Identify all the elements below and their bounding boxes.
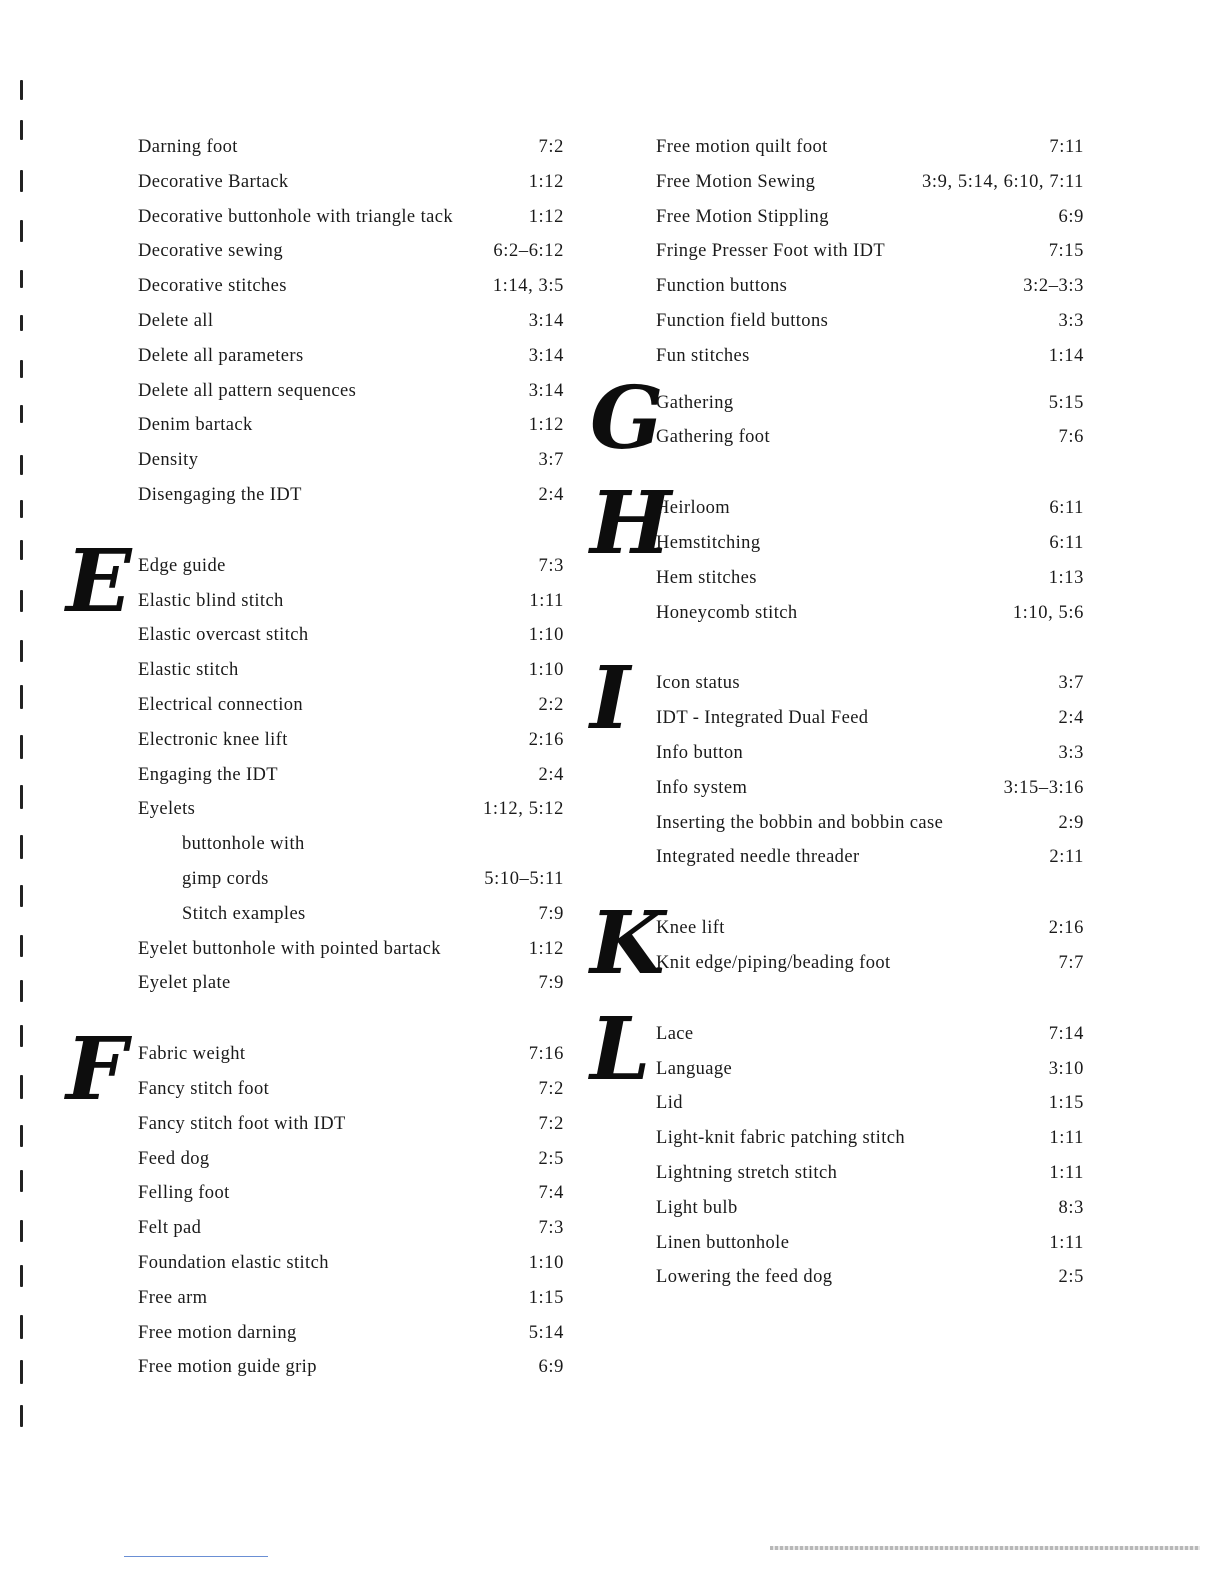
index-term: Light-knit fabric patching stitch	[656, 1128, 906, 1149]
index-term: Honeycomb stitch	[656, 602, 798, 623]
index-entry	[656, 200, 1084, 235]
index-page-ref: 7:7	[1058, 952, 1084, 973]
index-entry	[138, 1107, 564, 1142]
index-page-ref: 7:9	[538, 903, 564, 924]
index-term: buttonhole with	[182, 834, 305, 855]
index-term: Language	[656, 1058, 733, 1079]
binding-mark	[20, 405, 23, 423]
binding-mark	[20, 455, 23, 475]
index-page-ref: 2:16	[1048, 918, 1084, 939]
binding-mark	[20, 685, 23, 709]
index-entry	[656, 806, 1084, 841]
index-page-ref: 7:9	[538, 973, 564, 994]
index-page-ref: 6:9	[1058, 206, 1084, 227]
index-term: Free motion guide grip	[138, 1357, 317, 1378]
index-entry	[138, 339, 564, 374]
index-term: Decorative stitches	[138, 276, 287, 297]
binding-mark	[20, 1125, 23, 1147]
index-entry	[656, 130, 1084, 165]
index-page-ref: 7:2	[538, 1113, 564, 1134]
section-letter-k: K	[590, 893, 665, 995]
index-page-ref: 1:11	[1049, 1128, 1084, 1149]
index-page-ref: 1:14, 3:5	[492, 276, 564, 297]
index-page-ref: 3:3	[1058, 310, 1084, 331]
index-entry	[138, 618, 564, 653]
index-term: Eyelet plate	[138, 973, 231, 994]
index-entry	[138, 688, 564, 723]
binding-mark	[20, 220, 23, 242]
index-term: Function field buttons	[656, 310, 829, 331]
index-term: Fun stitches	[656, 345, 750, 366]
binding-mark	[20, 540, 23, 560]
index-term: IDT - Integrated Dual Feed	[656, 708, 869, 729]
section-letter-l: L	[590, 998, 651, 1100]
index-term: Fancy stitch foot	[138, 1078, 270, 1099]
index-page-ref: 1:12	[528, 171, 564, 192]
index-term: Free motion darning	[138, 1322, 297, 1343]
index-term: Fancy stitch foot with IDT	[138, 1113, 346, 1134]
index-term: Engaging the IDT	[138, 764, 278, 785]
index-entry	[138, 478, 564, 513]
index-term: Electronic knee lift	[138, 729, 288, 750]
index-term: Stitch examples	[182, 903, 306, 924]
index-page-ref: 3:14	[528, 310, 564, 331]
index-page-ref: 1:11	[1049, 1232, 1084, 1253]
index-entry	[656, 526, 1084, 561]
index-term: Fabric weight	[138, 1044, 246, 1065]
index-page-ref: 3:2–3:3	[1023, 276, 1084, 297]
index-entry	[656, 596, 1084, 631]
index-entry	[138, 792, 564, 827]
section-g	[590, 367, 1084, 469]
binding-mark	[20, 1075, 23, 1099]
index-term: Free Motion Sewing	[656, 171, 816, 192]
index-page-ref: 2:4	[538, 484, 564, 505]
index-term: Lace	[656, 1023, 694, 1044]
index-page-ref: 1:14	[1048, 345, 1084, 366]
index-entry	[656, 701, 1084, 736]
index-page-ref: 3:9, 5:14, 6:10, 7:11	[922, 171, 1084, 192]
index-entry	[656, 1260, 1084, 1295]
index-page-ref: 7:2	[538, 137, 564, 157]
index-page-ref: 1:11	[529, 590, 564, 611]
index-page-ref: 5:14	[528, 1322, 564, 1343]
index-term: Info button	[656, 742, 744, 763]
index-page-ref: 7:16	[528, 1044, 564, 1065]
binding-mark	[20, 500, 23, 518]
index-term: Gathering foot	[656, 427, 770, 448]
index-term: Lowering the feed dog	[656, 1267, 833, 1288]
binding-mark	[20, 885, 23, 907]
index-page-ref: 7:2	[538, 1078, 564, 1099]
index-page-ref: 7:4	[538, 1183, 564, 1204]
binding-mark	[20, 360, 23, 378]
section-i	[590, 648, 1084, 875]
index-entry	[656, 946, 1084, 981]
index-term: Heirloom	[656, 498, 731, 519]
index-entry	[656, 1086, 1084, 1121]
index-term: Knee lift	[656, 918, 725, 939]
section-d-continued	[138, 130, 564, 513]
index-entry	[656, 736, 1084, 771]
index-term: Free arm	[138, 1287, 208, 1308]
binding-mark	[20, 80, 23, 100]
index-entry	[138, 165, 564, 200]
index-entry	[656, 420, 1084, 455]
index-page-ref: 3:14	[528, 345, 564, 366]
binding-mark	[20, 1265, 23, 1287]
index-entry	[138, 932, 564, 967]
index-page-ref: 1:15	[1048, 1093, 1084, 1114]
index-entry	[138, 1350, 564, 1385]
index-entry	[656, 234, 1084, 269]
index-term: Elastic stitch	[138, 660, 239, 681]
index-entry	[138, 897, 564, 932]
index-page-ref: 1:13	[1048, 567, 1084, 588]
index-entry	[138, 408, 564, 443]
index-term: Knit edge/piping/beading foot	[656, 952, 891, 973]
index-page-ref: 1:10	[528, 660, 564, 681]
index-entry	[138, 1142, 564, 1177]
index-entry	[138, 374, 564, 409]
index-page-ref: 3:7	[538, 450, 564, 471]
binding-mark	[20, 640, 23, 662]
index-term: Disengaging the IDT	[138, 484, 302, 505]
index-term: Delete all	[138, 310, 214, 331]
section-letter-g: G	[590, 367, 664, 469]
binding-mark	[20, 170, 23, 192]
binding-mark	[20, 1405, 23, 1427]
index-entry	[656, 304, 1084, 339]
section-l	[590, 998, 1084, 1295]
index-term: Inserting the bobbin and bobbin case	[656, 812, 944, 833]
index-term: Hemstitching	[656, 532, 761, 553]
index-page-ref: 1:15	[528, 1287, 564, 1308]
index-term: Hem stitches	[656, 567, 757, 588]
index-term: Free motion quilt foot	[656, 137, 828, 157]
index-entry	[656, 1052, 1084, 1087]
index-entry	[138, 653, 564, 688]
binding-mark	[20, 590, 23, 612]
section-f	[66, 1019, 564, 1385]
index-entry	[138, 723, 564, 758]
index-entry	[138, 549, 564, 584]
index-page-ref: 6:2–6:12	[493, 241, 564, 262]
index-page-ref: 7:6	[1058, 427, 1084, 448]
index-term: Linen buttonhole	[656, 1232, 790, 1253]
index-term: Eyelet buttonhole with pointed bartack	[138, 938, 441, 959]
index-term: Felt pad	[138, 1218, 202, 1239]
index-page-ref: 2:4	[1058, 708, 1084, 729]
index-entry	[656, 491, 1084, 526]
binding-mark	[20, 835, 23, 859]
index-entry	[138, 130, 564, 165]
index-term: Decorative buttonhole with triangle tack	[138, 206, 453, 227]
binding-mark	[20, 1220, 23, 1242]
index-column-right	[590, 130, 1084, 1295]
index-term: Decorative sewing	[138, 241, 283, 262]
index-page-ref: 2:16	[528, 729, 564, 750]
bottom-rule-right	[770, 1546, 1200, 1550]
index-term: Denim bartack	[138, 415, 253, 436]
index-page-ref: 3:14	[528, 380, 564, 401]
index-page-ref: 7:3	[538, 555, 564, 576]
index-term: Gathering	[656, 392, 734, 413]
index-page-ref: 1:10	[528, 625, 564, 646]
index-term: Delete all parameters	[138, 345, 304, 366]
index-entry	[656, 1191, 1084, 1226]
index-term: Density	[138, 450, 199, 471]
binding-mark	[20, 735, 23, 759]
index-page-ref: 1:12	[528, 415, 564, 436]
index-term: Darning foot	[138, 137, 238, 157]
index-page-ref: 1:12	[528, 938, 564, 959]
binding-mark	[20, 120, 23, 140]
index-term: Info system	[656, 777, 748, 798]
index-entry	[138, 1316, 564, 1351]
index-entry	[656, 386, 1084, 421]
index-page-ref: 7:15	[1048, 241, 1084, 262]
index-entry	[138, 966, 564, 1001]
binding-mark	[20, 270, 23, 288]
index-entry	[656, 165, 1084, 200]
index-page-ref: 8:3	[1058, 1197, 1084, 1218]
index-entry	[656, 666, 1084, 701]
index-entry	[138, 1176, 564, 1211]
index-page-ref: 2:11	[1049, 847, 1084, 868]
binding-mark	[20, 315, 23, 331]
index-term: Free Motion Stippling	[656, 206, 829, 227]
index-page-ref: 6:11	[1049, 498, 1084, 519]
section-h	[590, 473, 1084, 630]
index-term: Feed dog	[138, 1148, 210, 1169]
index-term: Light bulb	[656, 1197, 738, 1218]
binding-mark	[20, 980, 23, 1002]
index-entry	[656, 1156, 1084, 1191]
section-letter-i: I	[590, 648, 631, 750]
index-page-ref: 1:12	[528, 206, 564, 227]
index-term: Lightning stretch stitch	[656, 1162, 838, 1183]
index-entry	[656, 1121, 1084, 1156]
index-entry	[138, 443, 564, 478]
index-page-ref: 5:15	[1048, 392, 1084, 413]
index-term: Fringe Presser Foot with IDT	[656, 241, 886, 262]
bottom-rule-left	[124, 1556, 268, 1557]
binding-mark	[20, 1360, 23, 1384]
index-term: Edge guide	[138, 555, 226, 576]
index-page-ref: 5:10–5:11	[484, 868, 564, 889]
index-entry	[656, 911, 1084, 946]
index-entry	[656, 561, 1084, 596]
index-term: Function buttons	[656, 276, 788, 297]
section-f-continued	[656, 130, 1084, 374]
index-entry	[656, 840, 1084, 875]
index-entry	[138, 269, 564, 304]
index-page-ref: 1:10	[528, 1252, 564, 1273]
index-entry	[138, 1072, 564, 1107]
index-page-ref: 3:15–3:16	[1003, 777, 1084, 798]
index-page-ref: 1:12, 5:12	[482, 799, 564, 820]
index-entry	[138, 758, 564, 793]
index-entry	[138, 234, 564, 269]
index-term: Eyelets	[138, 799, 196, 820]
index-page-ref: 2:5	[1058, 1267, 1084, 1288]
binding-mark	[20, 1315, 23, 1339]
index-entry	[138, 200, 564, 235]
index-page-ref: 2:2	[538, 694, 564, 715]
index-term: Elastic overcast stitch	[138, 625, 309, 646]
section-letter-f: F	[66, 1019, 128, 1121]
index-page-ref: 7:14	[1048, 1023, 1084, 1044]
index-entry	[656, 1017, 1084, 1052]
index-term: Integrated needle threader	[656, 847, 860, 868]
index-entry	[656, 771, 1084, 806]
index-entry	[656, 269, 1084, 304]
index-entry	[138, 304, 564, 339]
section-k	[590, 893, 1084, 995]
index-term: Icon status	[656, 673, 741, 694]
index-term: gimp cords	[182, 868, 269, 889]
index-term: Electrical connection	[138, 694, 304, 715]
index-entry	[138, 1281, 564, 1316]
index-page-ref: 6:11	[1049, 532, 1084, 553]
index-page-ref: 3:7	[1058, 673, 1084, 694]
section-letter-h: H	[590, 473, 672, 575]
index-page-ref: 3:3	[1058, 742, 1084, 763]
binding-marks	[18, 70, 26, 1430]
index-entry	[656, 1226, 1084, 1261]
binding-mark	[20, 785, 23, 809]
index-page-ref: 3:10	[1048, 1058, 1084, 1079]
index-entry	[138, 1037, 564, 1072]
index-entry	[138, 862, 564, 897]
index-term: Foundation elastic stitch	[138, 1252, 329, 1273]
index-term: Decorative Bartack	[138, 171, 289, 192]
index-entry	[138, 827, 564, 862]
binding-mark	[20, 1170, 23, 1192]
section-letter-e: E	[66, 530, 132, 632]
index-entry	[138, 584, 564, 619]
index-term: Felling foot	[138, 1183, 230, 1204]
index-page-ref: 2:5	[538, 1148, 564, 1169]
binding-mark	[20, 1025, 23, 1047]
index-entry	[138, 1211, 564, 1246]
index-column-left	[66, 130, 564, 1385]
binding-mark	[20, 935, 23, 957]
index-page-ref: 7:11	[1049, 137, 1084, 157]
index-page-ref: 1:10, 5:6	[1012, 602, 1084, 623]
index-page-ref: 6:9	[538, 1357, 564, 1378]
index-entry	[138, 1246, 564, 1281]
index-page-ref: 2:9	[1058, 812, 1084, 833]
index-page-ref: 1:11	[1049, 1162, 1084, 1183]
index-term: Elastic blind stitch	[138, 590, 284, 611]
index-entry	[656, 339, 1084, 374]
index-term: Delete all pattern sequences	[138, 380, 357, 401]
index-term: Lid	[656, 1093, 683, 1114]
section-e	[66, 530, 564, 1001]
index-page-ref: 7:3	[538, 1218, 564, 1239]
index-page-ref: 2:4	[538, 764, 564, 785]
